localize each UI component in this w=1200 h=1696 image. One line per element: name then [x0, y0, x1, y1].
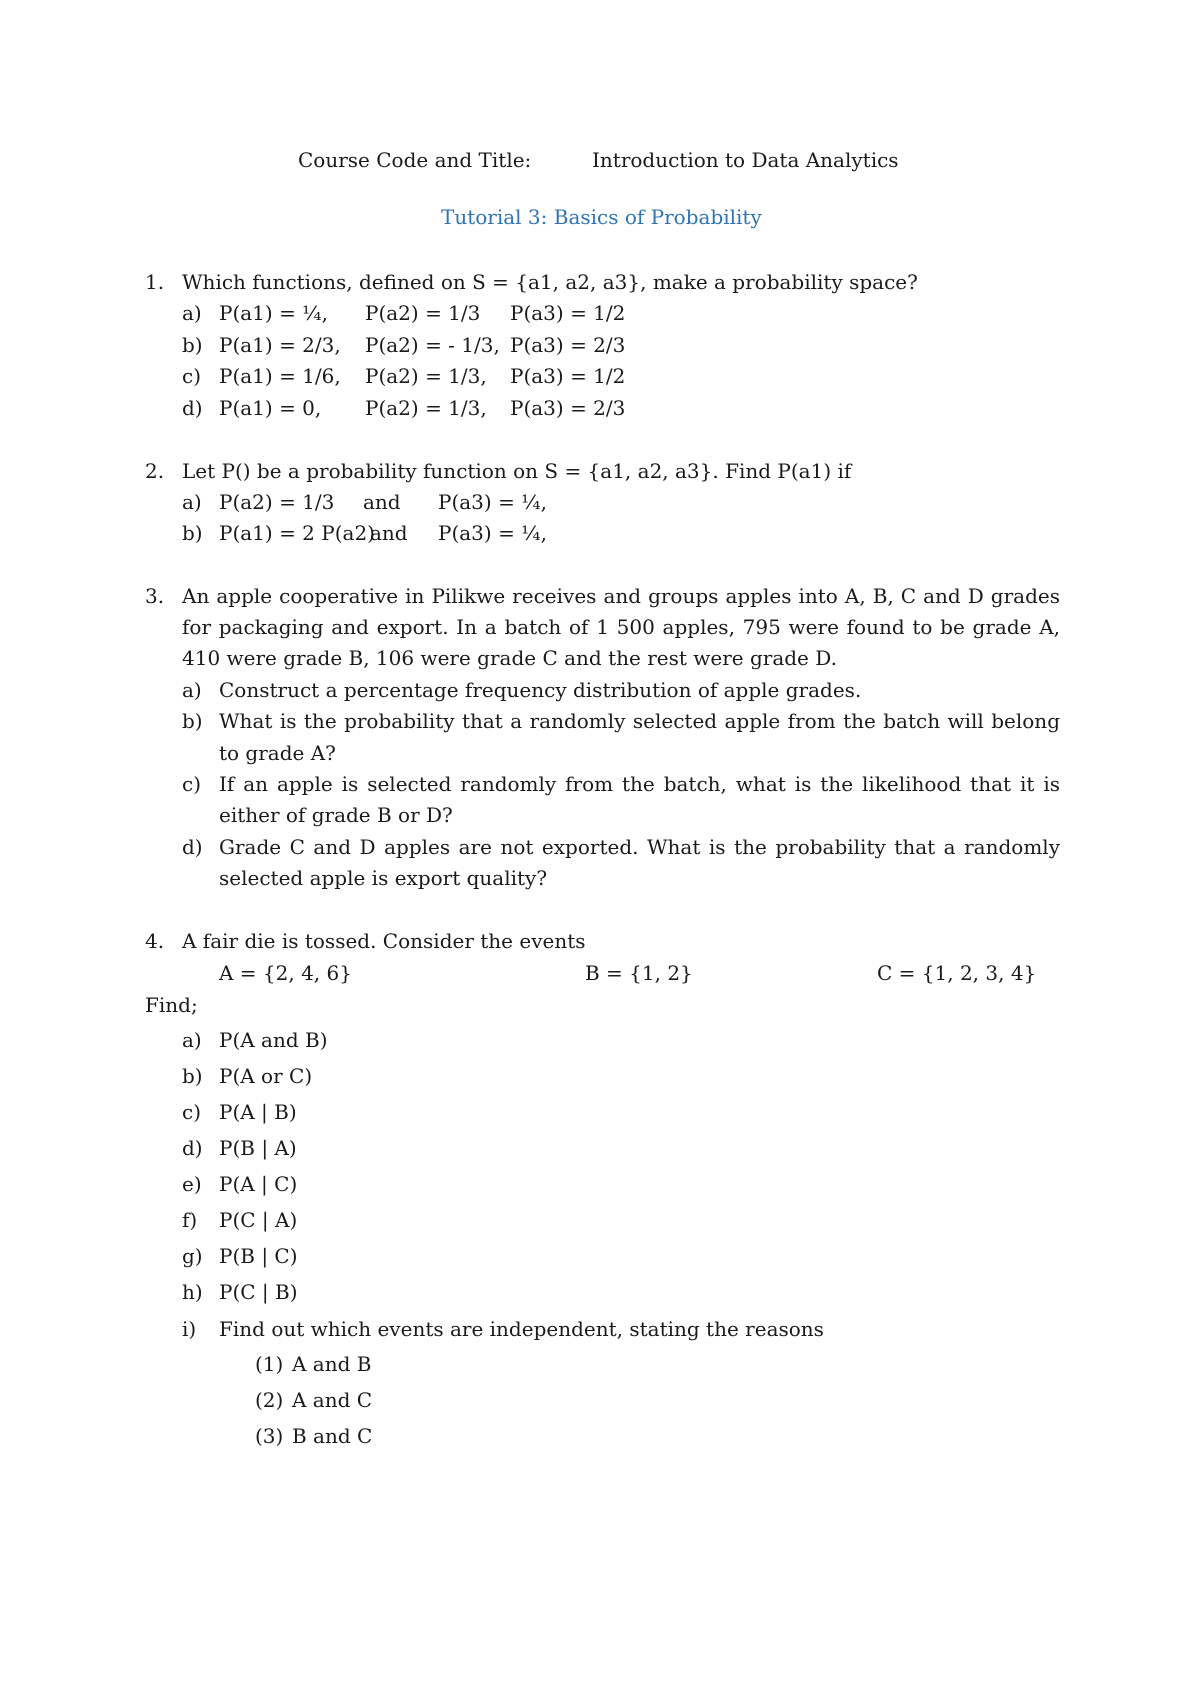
q3-part-text: What is the probability that a randomly selected apple from the batch will belong [219, 709, 1060, 733]
q4-subpart-label: (2) [255, 1388, 284, 1412]
q2-part-c1: P(a2) = 1/3 [219, 490, 335, 514]
q1-part-p1: P(a1) = 2/3, [219, 333, 341, 357]
tutorial-title: Tutorial 3: Basics of Probability [441, 205, 762, 229]
q4-subpart-text: B and C [292, 1424, 373, 1448]
q3-part-text-cont: either of grade B or D? [219, 803, 453, 827]
q4-part-text: Find out which events are independent, stating the reasons [219, 1317, 824, 1341]
q2-part-and: and [370, 521, 408, 545]
q1-part-p1: P(a1) = 0, [219, 396, 322, 420]
q4-subpart-text: A and C [292, 1388, 373, 1412]
q3-text-line: 410 were grade B, 106 were grade C and the rest were grade D. [182, 646, 837, 670]
q2-part-c1: P(a1) = 2 P(a2) [219, 521, 375, 545]
q4-part-text: P(B | C) [219, 1244, 298, 1268]
q1-part-p1: P(a1) = 1/6, [219, 364, 341, 388]
course-label: Course Code and Title: [298, 148, 532, 172]
q4-part-label: i) [182, 1317, 197, 1341]
q4-subpart-text: A and B [292, 1352, 372, 1376]
q3-part-label: a) [182, 678, 202, 702]
q4-subpart-label: (3) [255, 1424, 284, 1448]
q4-event-c: C = {1, 2, 3, 4} [877, 961, 1037, 985]
q1-part-p2: P(a2) = 1/3, [365, 364, 487, 388]
q4-part-label: c) [182, 1100, 202, 1124]
q1-part-p2: P(a2) = 1/3, [365, 396, 487, 420]
q3-text-line: for packaging and export. In a batch of 1 500 apples, 795 were found to be grade A, [182, 615, 1060, 639]
q3-part-text: If an apple is selected randomly from the batch, what is the likelihood that it is [219, 772, 1060, 796]
q4-event-b: B = {1, 2} [585, 961, 693, 985]
q1-text: Which functions, defined on S = {a1, a2, a3}, make a probability space? [182, 270, 918, 294]
q2-text: Let P() be a probability function on S = {a1, a2, a3}. Find P(a1) if [182, 459, 852, 483]
q1-part-p1: P(a1) = ¼, [219, 301, 328, 325]
q1-part-label: a) [182, 301, 202, 325]
q2-number: 2. [145, 459, 165, 483]
q1-part-label: d) [182, 396, 203, 420]
q4-part-text: P(A | C) [219, 1172, 298, 1196]
q1-part-p3: P(a3) = 2/3 [510, 396, 626, 420]
q4-part-text: P(A or C) [219, 1064, 313, 1088]
q3-part-text-cont: selected apple is export quality? [219, 866, 548, 890]
q1-part-p3: P(a3) = 2/3 [510, 333, 626, 357]
q3-part-text: Construct a percentage frequency distribution of apple grades. [219, 678, 862, 702]
q2-part-c2: P(a3) = ¼, [438, 521, 547, 545]
q4-part-text: P(C | B) [219, 1280, 298, 1304]
q1-part-p2: P(a2) = 1/3 [365, 301, 481, 325]
q4-part-label: h) [182, 1280, 203, 1304]
q1-part-p2: P(a2) = - 1/3, [365, 333, 500, 357]
q1-number: 1. [145, 270, 165, 294]
q2-part-c2: P(a3) = ¼, [438, 490, 547, 514]
course-title: Introduction to Data Analytics [592, 148, 899, 172]
q2-part-label: b) [182, 521, 203, 545]
q4-number: 4. [145, 929, 165, 953]
q4-part-label: g) [182, 1244, 203, 1268]
q4-part-label: b) [182, 1064, 203, 1088]
q4-part-text: P(C | A) [219, 1208, 298, 1232]
q4-part-text: P(A and B) [219, 1028, 328, 1052]
q2-part-label: a) [182, 490, 202, 514]
q3-part-text-cont: to grade A? [219, 741, 336, 765]
q3-text-line: An apple cooperative in Pilikwe receives and groups apples into A, B, C and D grades [182, 584, 1060, 608]
q1-part-label: b) [182, 333, 203, 357]
q4-event-a: A = {2, 4, 6} [219, 961, 352, 985]
q1-part-label: c) [182, 364, 202, 388]
q2-part-and: and [363, 490, 401, 514]
q4-part-text: P(A | B) [219, 1100, 297, 1124]
q4-subpart-label: (1) [255, 1352, 284, 1376]
q4-part-label: d) [182, 1136, 203, 1160]
q4-part-text: P(B | A) [219, 1136, 297, 1160]
q3-part-label: b) [182, 709, 203, 733]
q4-part-label: a) [182, 1028, 202, 1052]
q4-find-label: Find; [145, 993, 198, 1017]
q1-part-p3: P(a3) = 1/2 [510, 364, 626, 388]
q4-part-label: e) [182, 1172, 202, 1196]
q4-text: A fair die is tossed. Consider the events [182, 929, 586, 953]
q1-part-p3: P(a3) = 1/2 [510, 301, 626, 325]
q3-number: 3. [145, 584, 165, 608]
q3-part-label: d) [182, 835, 203, 859]
q3-part-text: Grade C and D apples are not exported. What is the probability that a randomly [219, 835, 1060, 859]
q4-part-label: f) [182, 1208, 198, 1232]
q3-part-label: c) [182, 772, 202, 796]
